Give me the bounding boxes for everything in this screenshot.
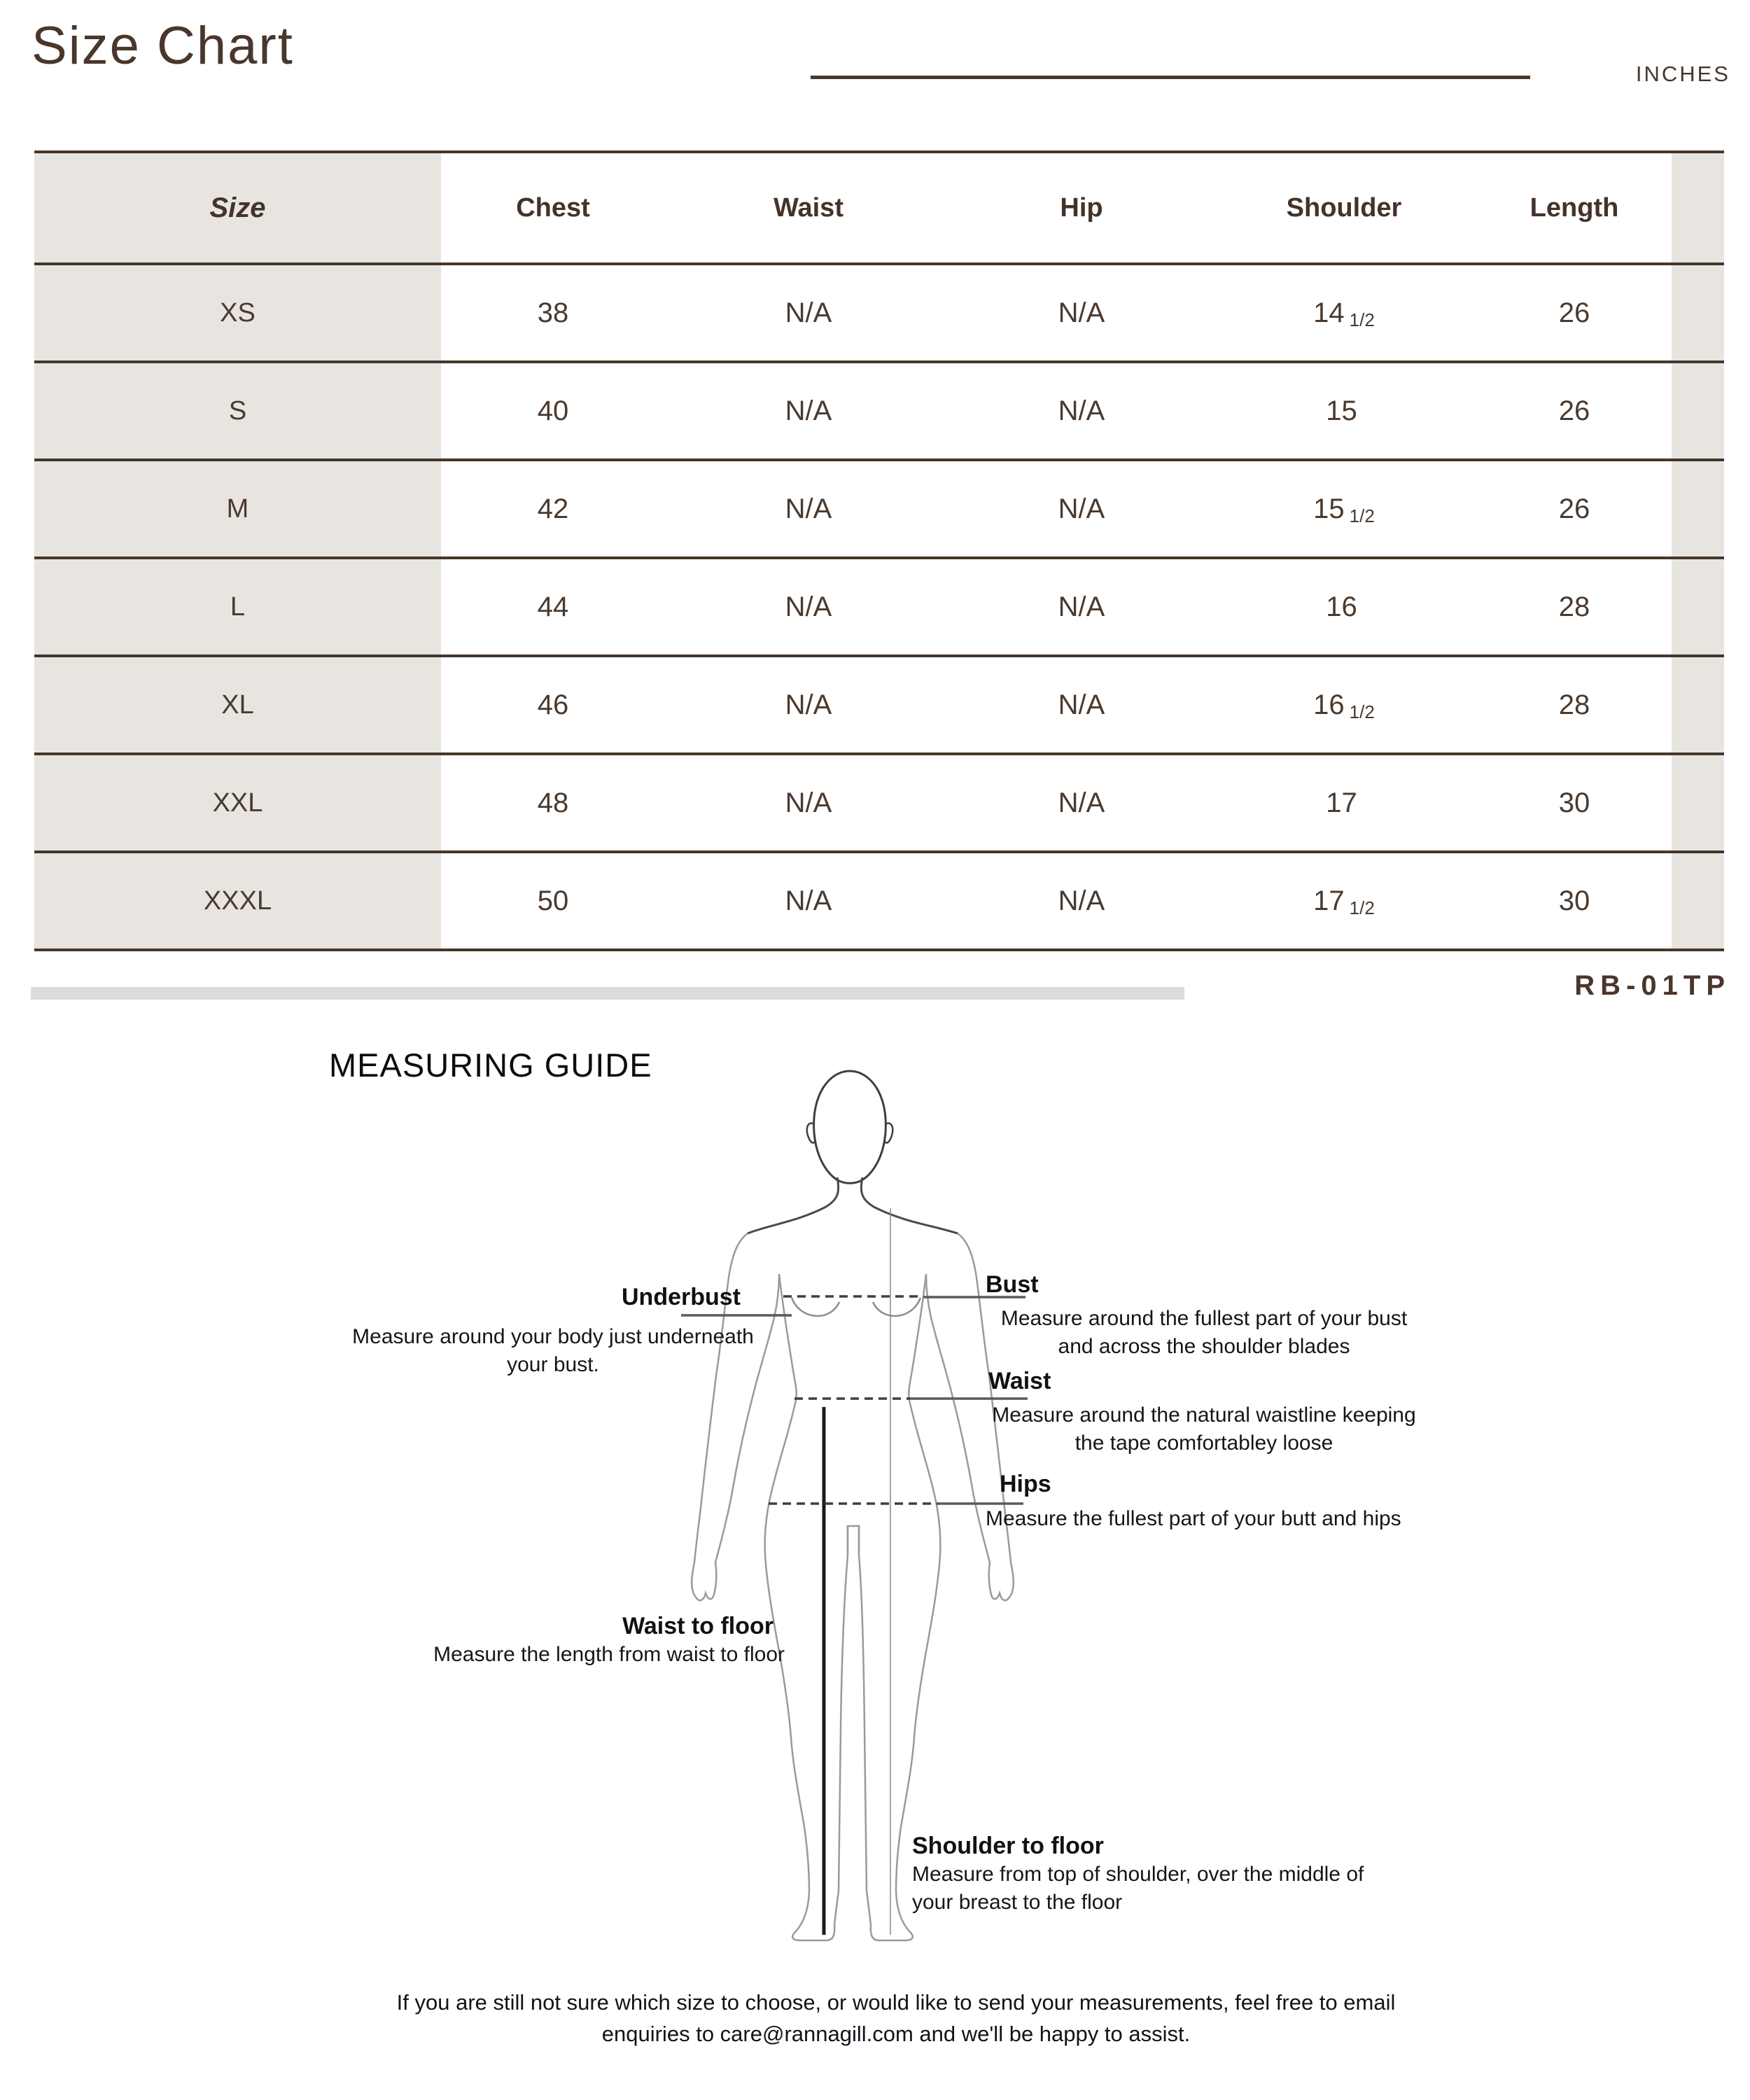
cell-chest: 44 [441,559,665,654]
cell-size: XXXL [34,853,441,948]
cell-chest: 38 [441,265,665,360]
bust-description: Measure around the fullest part of your bust and across the shoulder blades [1000,1307,1408,1358]
cell-hip: N/A [952,755,1211,850]
cell-shoulder: 17 [1211,755,1477,850]
cell-waist: N/A [665,265,952,360]
cell-chest: 50 [441,853,665,948]
table-row [34,363,1724,461]
row-strip [1672,461,1724,556]
bust-annotation [986,1271,1039,1298]
cell-length: 30 [1477,853,1672,948]
cell-waist: N/A [665,657,952,752]
table-row [34,657,1724,755]
hips-label: Hips [1000,1471,1051,1497]
waist-to-floor-label: Waist to floor [622,1613,774,1639]
shoulder-to-floor-description: Measure from top of shoulder, over the middle of your breast to the floor [912,1863,1364,1914]
cell-shoulder: 17 1/2 [1211,853,1477,948]
row-strip [1672,853,1724,948]
cell-size: XS [34,265,441,360]
bust-label: Bust [986,1271,1039,1298]
cell-size: L [34,559,441,654]
waist-to-floor-annotation [455,1613,774,1639]
row-strip [1672,559,1724,654]
cell-shoulder: 15 1/2 [1211,461,1477,556]
cell-waist: N/A [665,461,952,556]
table-row [34,559,1724,657]
cell-size: XXL [34,755,441,850]
header-strip [1672,153,1724,262]
underbust-annotation [455,1284,741,1310]
section-divider-bar [31,987,1184,1000]
shoulder-fraction: 1/2 [1349,897,1375,918]
contact-note-line2: enquiries to care@rannagill.com and we'll be happy to assist. [601,2022,1191,2046]
header-chest: Chest [441,153,665,262]
cell-waist: N/A [665,559,952,654]
header-waist: Waist [665,153,952,262]
cell-waist: N/A [665,853,952,948]
cell-hip: N/A [952,461,1211,556]
waist-annotation [988,1368,1051,1394]
shoulder-fraction: 1/2 [1349,701,1375,722]
waist-label: Waist [988,1368,1051,1394]
underbust-description: Measure around your body just underneath your bust. [352,1325,754,1376]
page-title: Size Chart [31,16,294,76]
table-header-row [34,153,1724,265]
contact-note [266,1987,1526,2050]
body-figure-illustration [665,1064,1029,1946]
cell-length: 26 [1477,363,1672,458]
header-shoulder: Shoulder [1211,153,1477,262]
cell-hip: N/A [952,853,1211,948]
shoulder-to-floor-annotation [912,1833,1104,1859]
contact-note-line1: If you are still not sure which size to choose, or would like to send your measurements, feel free to email [396,1990,1396,2015]
cell-shoulder: 14 1/2 [1211,265,1477,360]
table-row [34,853,1724,951]
row-strip [1672,755,1724,850]
cell-length: 28 [1477,657,1672,752]
cell-waist: N/A [665,363,952,458]
cell-size: M [34,461,441,556]
cell-hip: N/A [952,657,1211,752]
style-code: RB-01TP [1574,970,1730,1001]
cell-chest: 46 [441,657,665,752]
header-hip: Hip [952,153,1211,262]
cell-length: 26 [1477,461,1672,556]
cell-waist: N/A [665,755,952,850]
cell-shoulder: 16 1/2 [1211,657,1477,752]
size-table [34,150,1724,951]
cell-hip: N/A [952,265,1211,360]
cell-length: 26 [1477,265,1672,360]
header-size: Size [34,153,441,262]
shoulder-to-floor-label: Shoulder to floor [912,1833,1104,1859]
units-label: INCHES [1635,62,1730,86]
body-silhouette-icon [665,1064,1029,1946]
underbust-label: Underbust [622,1284,741,1310]
cell-hip: N/A [952,559,1211,654]
row-strip [1672,657,1724,752]
cell-chest: 42 [441,461,665,556]
row-strip [1672,363,1724,458]
cell-size: S [34,363,441,458]
measuring-guide-title: MEASURING GUIDE [329,1046,652,1084]
table-row [34,755,1724,853]
shoulder-fraction: 1/2 [1349,309,1375,330]
table-row [34,461,1724,559]
cell-length: 30 [1477,755,1672,850]
cell-length: 28 [1477,559,1672,654]
header-length: Length [1477,153,1672,262]
cell-size: XL [34,657,441,752]
cell-shoulder: 16 [1211,559,1477,654]
waist-to-floor-description: Measure the length from waist to floor [433,1643,785,1666]
cell-hip: N/A [952,363,1211,458]
cell-chest: 40 [441,363,665,458]
shoulder-fraction: 1/2 [1349,505,1375,526]
row-strip [1672,265,1724,360]
title-divider-line [811,76,1530,79]
hips-description: Measure the fullest part of your butt and hips [986,1507,1401,1530]
waist-description: Measure around the natural waistline keeping the tape comfortabley loose [992,1404,1416,1455]
table-row [34,265,1724,363]
hips-annotation [1000,1471,1051,1497]
cell-shoulder: 15 [1211,363,1477,458]
cell-chest: 48 [441,755,665,850]
